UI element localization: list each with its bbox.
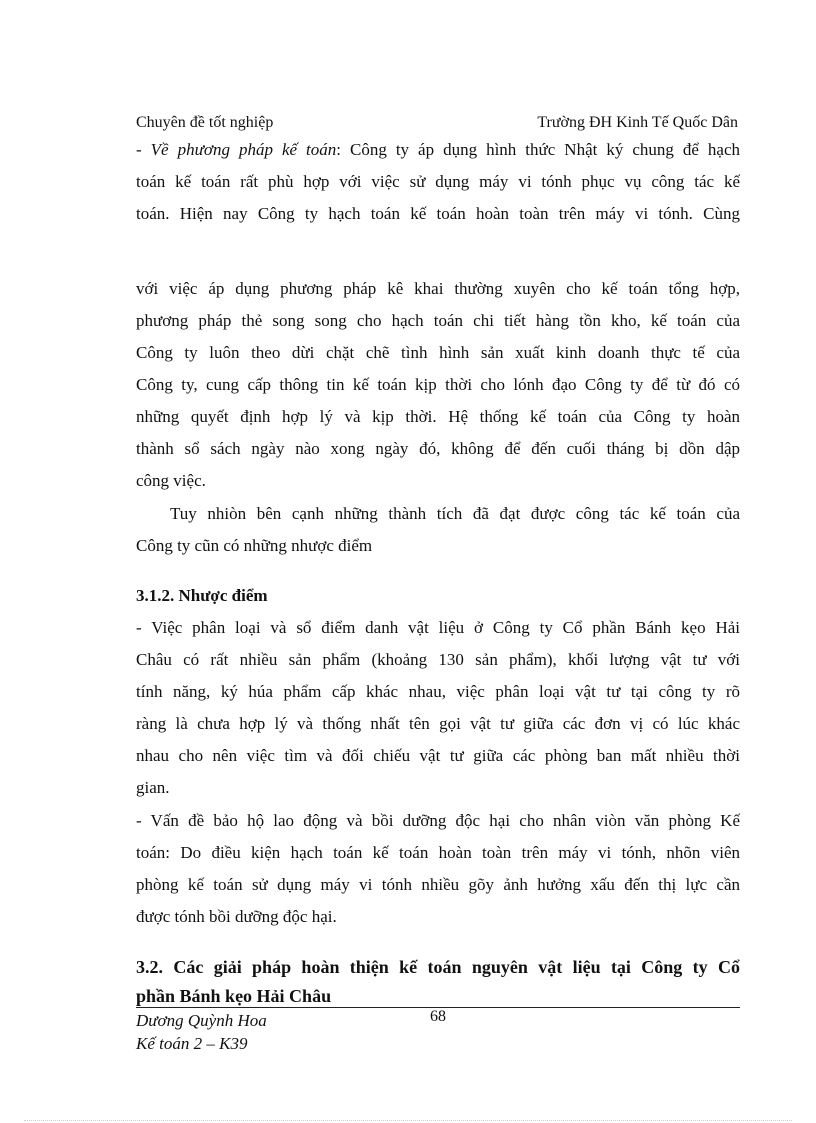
paragraph-line: những quyết định hợp lý và kịp thời. Hệ thống kế toán của Công ty hoàn: [136, 407, 740, 426]
paragraph-line: toán: Do điều kiện hạch toán kế toán hoàn toàn trên máy vi tónh, nhõn viên: [136, 843, 740, 862]
paragraph-line: Châu có rất nhiều sản phẩm (khoảng 130 sản phẩm), khối lượng vật tư với: [136, 650, 740, 669]
paragraph-line: Công ty, cung cấp thông tin kế toán kịp thời cho lónh đạo Công ty để từ đó có: [136, 375, 740, 394]
footer-class: Kế toán 2 – K39: [136, 1034, 248, 1053]
footer-author: Dương Quỳnh Hoa: [136, 1011, 267, 1030]
paragraph-line: - Việc phân loại và sổ điểm danh vật liệu ở Công ty Cổ phần Bánh kẹo Hải: [136, 618, 740, 637]
line-text: : Công ty áp dụng hình thức Nhật ký chung để hạch: [336, 140, 740, 159]
paragraph-line: ràng là chưa hợp lý và thống nhất tên gọi vật tư giữa các đơn vị có lúc khác: [136, 714, 740, 733]
paragraph-line: thành sổ sách ngày nào xong ngày đó, không để đến cuối tháng bị dồn dập: [136, 439, 740, 458]
dash-prefix: -: [136, 140, 151, 159]
header-left-text: Chuyên đề tốt nghiệp: [136, 114, 274, 131]
paragraph-line: phương pháp thẻ song song cho hạch toán chi tiết hàng tồn kho, kế toán của: [136, 311, 740, 330]
paragraph-line: - Vấn đề bảo hộ lao động và bồi dưỡng độc hại cho nhân viòn văn phòng Kế: [136, 811, 740, 830]
paragraph-line: tính năng, ký húa phẩm cấp khác nhau, việc phân loại vật tư tại công ty rõ: [136, 682, 740, 701]
section-heading: 3.1.2. Nhược điểm: [136, 586, 268, 605]
paragraph-line: được tónh bồi dưỡng độc hại.: [136, 907, 337, 926]
paragraph-line: [136, 134, 740, 166]
paragraph-line: Công ty luôn theo dừi chặt chẽ tình hình sản xuất kinh doanh thực tế của: [136, 343, 740, 362]
page-number: 68: [430, 1008, 446, 1025]
paragraph-line: Công ty cũn có những nhược điểm: [136, 536, 373, 555]
paragraph-line: toán. Hiện nay Công ty hạch toán kế toán hoàn toàn trên máy vi tónh. Cùng: [136, 204, 740, 223]
section-heading: 3.2. Các giải pháp hoàn thiện kế toán nguyên vật liệu tại Công ty Cổ: [136, 957, 740, 977]
page-bottom-border: [24, 1120, 792, 1121]
paragraph-line: toán kế toán rất phù hợp với việc sử dụng máy vi tónh phục vụ công tác kế: [136, 172, 740, 191]
paragraph-line: phòng kế toán sử dụng máy vi tónh nhiều gõy ảnh hưởng xấu đến thị lực cần: [136, 875, 740, 894]
paragraph-line: nhau cho nên việc tìm và đối chiếu vật tư giữa các phòng ban mất nhiều thời: [136, 746, 740, 765]
paragraph-line: Tuy nhiòn bên cạnh những thành tích đã đạt được công tác kế toán của: [170, 504, 740, 523]
italic-term: Về phương pháp kế toán: [150, 140, 337, 159]
page-header: [136, 114, 738, 136]
section-heading: phần Bánh kẹo Hải Châu: [136, 986, 332, 1006]
paragraph-line: với việc áp dụng phương pháp kê khai thường xuyên cho kế toán tổng hợp,: [136, 279, 740, 298]
paragraph-line: công việc.: [136, 471, 206, 490]
header-right-text: Trường ĐH Kinh Tế Quốc Dân: [537, 114, 738, 131]
paragraph-line: gian.: [136, 778, 170, 797]
